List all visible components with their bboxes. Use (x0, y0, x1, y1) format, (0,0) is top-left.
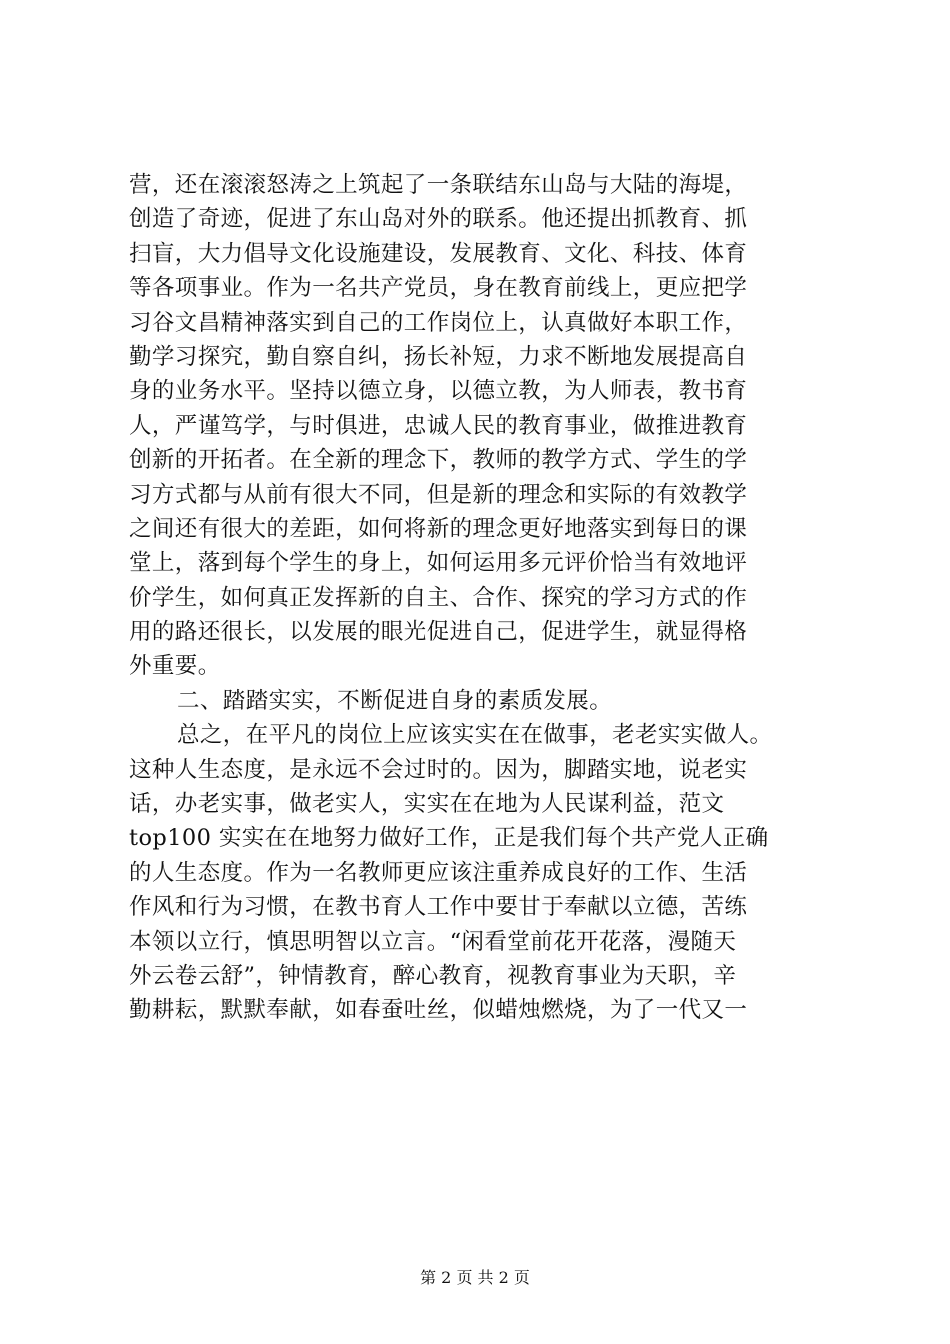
text-line: 话，办老实事，做老实人，实实在在地为人民谋利益，范文 (129, 791, 725, 818)
text-line: 等各项事业。作为一名共产党员，身在教育前线上，更应把学 (129, 275, 748, 302)
document-body (129, 168, 839, 1028)
text-line: 价学生，如何真正发挥新的自主、合作、探究的学习方式的作 (129, 584, 748, 611)
text-line: 本领以立行，慎思明智以立言。“闲看堂前花开花落，漫随天 (129, 928, 737, 955)
text-line: 创新的开拓者。在全新的理念下，教师的教学方式、学生的学 (129, 447, 748, 474)
text-line: 习谷文昌精神落实到自己的工作岗位上，认真做好本职工作， (129, 309, 748, 336)
text-line: 身的业务水平。坚持以德立身，以德立教，为人师表，教书育 (129, 378, 748, 405)
text-line: 二、踏踏实实，不断促进自身的素质发展。 (177, 687, 613, 714)
text-line: 勤耕耘，默默奉献，如春蚕吐丝，似蜡烛燃烧，为了一代又一 (129, 997, 748, 1024)
text-line: 的人生态度。作为一名教师更应该注重养成良好的工作、生活 (129, 859, 748, 886)
text-line: 习方式都与从前有很大不同，但是新的理念和实际的有效教学 (129, 481, 748, 508)
page-footer: 第 2 页 共 2 页 (420, 1268, 530, 1287)
text-line: 作风和行为习惯，在教书育人工作中要甘于奉献以立德，苦练 (129, 894, 748, 921)
text-line: 创造了奇迹，促进了东山岛对外的联系。他还提出抓教育、抓 (129, 206, 748, 233)
text-line: 用的路还很长，以发展的眼光促进自己，促进学生，就显得格 (129, 619, 748, 646)
text-line: 这种人生态度，是永远不会过时的。因为，脚踏实地，说老实 (129, 756, 748, 783)
text-line: 堂上，落到每个学生的身上，如何运用多元评价恰当有效地评 (129, 550, 748, 577)
text-line: top100 实实在在地努力做好工作，正是我们每个共产党人正确 (129, 825, 769, 852)
text-line: 外云卷云舒”，钟情教育，醉心教育，视教育事业为天职，辛 (129, 962, 737, 989)
text-line: 营，还在滚滚怒涛之上筑起了一条联结东山岛与大陆的海堤， (129, 172, 748, 198)
text-line: 外重要。 (129, 653, 221, 680)
text-line: 扫盲，大力倡导文化设施建设，发展教育、文化、科技、体育 (129, 240, 748, 267)
text-line: 之间还有很大的差距，如何将新的理念更好地落实到每日的课 (129, 515, 748, 542)
text-line: 人，严谨笃学，与时俱进，忠诚人民的教育事业，做推进教育 (129, 412, 748, 439)
text-line: 勤学习探究，勤自察自纠，扬长补短，力求不断地发展提高自 (129, 343, 748, 370)
text-line: 总之，在平凡的岗位上应该实实在在做事，老老实实做人。 (177, 722, 773, 749)
